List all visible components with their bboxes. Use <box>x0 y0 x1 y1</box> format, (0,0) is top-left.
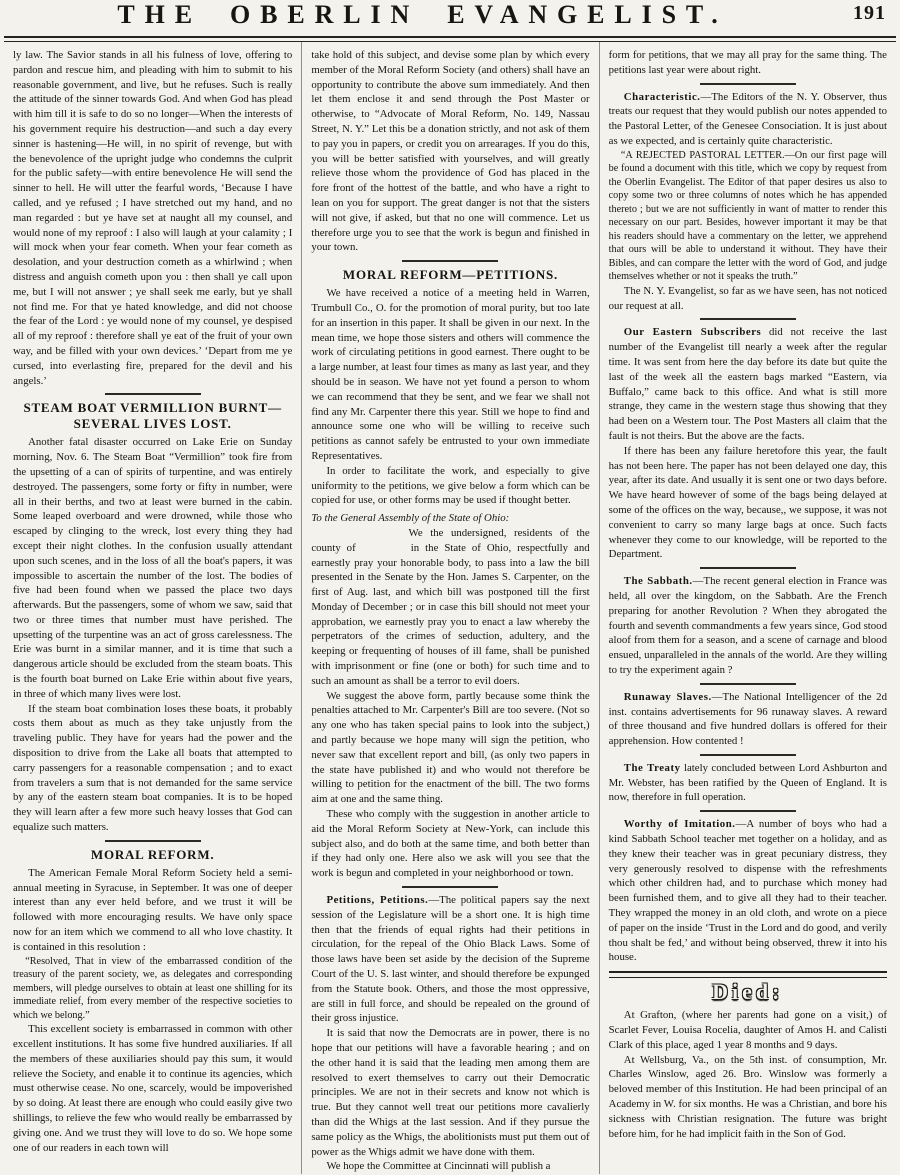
article-paragraph: We suggest the above form, partly because some think the penalties attached to Mr. Carpenter's Bill are too severe. (Not so any one who has taken special pains to look into the subject,) and partly because we hope many will sign the petition, who never saw that excellent report and bill, (as only two papers in the state have published it) and who would not therefore be willing to petition for the enactment of the bill. The two forms aim at one and the same thing. <box>311 689 590 806</box>
obituary-paragraph: At Grafton, (where her parents had gone on a visit,) of Scarlet Fever, Louisa Rocelia, daughter of Amos H. and Calisti Clark of this place, aged 1 year 8 months and 9 days. <box>608 1009 887 1051</box>
died-section-rule <box>609 971 887 978</box>
rejected-pastoral-letter-quote: “A REJECTED PASTORAL LETTER.—On our first page will be found a document with this title, which we copy by request from the Oberlin Evangelist. The Editor of that paper desires us also to copy some two or three columns of notes which he has appended thereto ; but we are not sufficiently in want of matter to render this necessary on our part. Besides, however important it may be that his readers should have a commentary on the letter, we apprehend that ours will be able to understand it without. They have their Bibles, and can compare the letter with the word of God, and judge themselves whether or not it speaks the truth.” <box>608 149 887 283</box>
article-paragraph: We have received a notice of a meeting held in Warren, Trumbull Co., O. for the promotion of moral purity, but too late for an insertion in this paper. It shall be given in our next. In the mean time, we hope those sisters and others will commence the work of circulating petitions in good earnest. There ought to be a large number, at least four times as many as last year, and they should be in season. We have not yet found a person to whom we can recommend that they be sent, and we fear we shall not find any Mr. Carpenter there this year. Still we hope to find and announce some one who will be willing to receive such petitions as cannot safely be entrusted to your own immediate Representatives. <box>311 287 590 462</box>
article-paragraph <box>609 761 887 805</box>
resolution-quote: “Resolved, That in view of the embarrassed condition of the treasury of the parent society, we, as delegates and corresponding members, will pledge ourselves to obtain at least one shilling for its immediate relief, from every member of the respective societies to which we belong.” <box>13 955 293 1021</box>
article-paragraph: take hold of this subject, and devise some plan by which every member of the Moral Reform Society (and others) shall have an opportunity to contribute the above sum immediately. And then let them enclose it and send through the Post Master or otherwise, to “Advocate of Moral Reform, No. 149, Nassau Street, N. Y.” Let this be a donation strictly, and not ask of them to pay you in papers, or credit you on arrearages. If you do this, you will be better satisfied with yourselves, and will greatly relieve those whom the providence of God has placed in the fore front of the hottest of the battle, and who have a right to lean on you for support. The great danger is not that the sisters will not give, if asked, but that no one will commence. Let us therefore urge you to see that the work is begun and finished in your town. <box>311 49 590 254</box>
section-divider <box>700 567 796 569</box>
paragraph-text: —The recent general election in France was held, all over the kingdom, on the Sabbath. Are the French preparing for another Revolution ? When they abrogated the fourth and seventh commandments a few years since, God stood aloof from them for a season, and a scene of carnage and blood ensued, unparalleled in the annals of the world. Are they willing to try the experiment again ? <box>608 575 887 676</box>
column-3 <box>599 42 896 1174</box>
article-paragraph: form for petitions, that we may all pray for the same thing. The petitions last year were about right. <box>608 49 887 76</box>
article-paragraph <box>609 574 887 678</box>
obituary-paragraph: At Wellsburg, Va., on the 5th inst. of consumption, Mr. Charles Winslow, aged 26. Bro. Winslow was formerly a beloved member of this Institution. He had been principal of an Academy in W. for six months. He was a Christian, and bore his sickness with Christian resignation. The future was bright before him, for he had implicit faith in the Son of God. <box>608 1053 887 1140</box>
died-heading: Died: <box>712 979 784 1005</box>
article-paragraph <box>609 690 887 749</box>
article-heading-moral-reform-petitions: MORAL REFORM—PETITIONS. <box>342 267 559 283</box>
article-paragraph: ly law. The Savior stands in all his fulness of love, offering to pardon and rescue him, and pleading with him to submit to his reasonable government, and live, but he refuses. Such is really the attitude of the sinner towards God. And when God has plead with him till it is safe to do so no longer—When the interests of his government require his destruction—and such a day every sinner is hastening—He will, in no spirit of revenge, but with the benevolence of the upright judge who condemns the culprit for the public safety—with entire benevolence He will send the sinner to hell. He will utter the fearful words, ‘Because I have called, and ye refused ; I have stretched out my hand, and no man regarded : but ye have set at naught all my counsel, and would none of my reproof : I also will laugh at your calamity ; I will mock when your fear cometh. When your fear cometh as desolation, and your destruction cometh as a whirlwind ; when distress and anguish cometh upon you : then shall ye call upon me, but I will not answer ; ye shall seek me early, but ye shall not find me. For that ye hated knowledge, and did not choose the fear of the Lord : ye would none of my counsel, ye despised all of my reproof : therefore shall ye eat of the fruit of your own way, and be filled with your own devices.’ ‘Depart from me ye cursed, into everlasting fire, prepared for the devil and his angels.’ <box>13 49 293 387</box>
paragraph-text: did not receive the last number of the Evangelist till nearly a week after the regular time. It was sent from here the day before its date but quite the last of the week all the eastern bags marked “Eastern, via Buffalo,” came back to this office. And what is still more strange, they came in the western stage thus showing that they had been on a Western tour. The Post Masters all claim that the fault is not theirs. But the above are the facts. <box>608 326 887 442</box>
section-divider <box>700 810 796 812</box>
article-paragraph: The N. Y. Evangelist, so far as we have seen, has not noticed our request at all. <box>608 284 887 312</box>
masthead <box>0 0 900 32</box>
article-paragraph: The American Female Moral Reform Society held a semi-annual meeting in Syracuse, in September. It was one of deeper interest than any ever held before, and we trust it will be followed with more encouraging results. We have only space now for an item which we commend to all who love chastity. It is contained in this resolution : <box>13 866 293 953</box>
article-paragraph: These who comply with the suggestion in another article to aid the Moral Reform Society at New-York, can include this subject also, and do both at the same time, and both better than if they had only one. Here also we ask will you see that the work is begun and completed in your neighborhood or town. <box>311 808 590 880</box>
article-paragraph <box>609 817 887 965</box>
run-in-heading-characteristic: Characteristic. <box>623 90 701 103</box>
run-in-heading-runaway-slaves: Runaway Slaves. <box>623 690 712 703</box>
paragraph-text: —The Editors of the N. Y. Observer, thus treats our request that they would publish our notes appended to the Pastoral Letter, of the Genesee Consociation. It is just about as we expected, and is certainly quite characteristic. <box>608 90 887 147</box>
run-in-heading-sabbath: The Sabbath. <box>623 575 693 588</box>
columns <box>4 42 896 1174</box>
article-paragraph: Another fatal disaster occurred on Lake Erie on Sunday morning, Nov. 6. The Steam Boat “Vermillion” took fire from the upsetting of a can of spirits of turpentine, and was entirely destroyed. The passengers, some forty or fifty in number, were all in their berths, and two at least were burned in the cabin. Some leaped overboard and were drowned, while those who escaped by clinging to the wreck, lost every thing they had except their night clothes. In the confusion usually attendant upon such scenes, and in the loss of all the boat's papers, it was impossible to ascertain the number of the lost. The bodies of five had been found when we passed the place two days afterwards. But the passengers, some of whom we saw, said that two or three times that number must have perished. The upsetting of the turpentine was an act of gross carelessness. The Erie was burnt in a similar manner, and it is time that such a dangerous article should be excluded from the steam boats. This is the fourth boat burned on Lake Erie within about five years, in three of which many lives were lost. <box>13 436 293 700</box>
paragraph-text: —A number of boys who had a kind Sabbath School teacher met together on a holiday, and as they knew their teacher was in great pecuniary distress, they very generously resolved to dispense with the refreshments which other children had, and to purchase which money had been furnished them, and to give all they had to their teacher. They wrapped the money in an old cloth, and wrote on a piece of paper on the inside ‘Trust in the Lord and do good, and verily thou shalt be fed,’ and without being observed, threw it into his house. <box>608 818 887 964</box>
column-1 <box>4 42 301 1174</box>
article-paragraph: This excellent society is embarrassed in common with other excellent institutions. It has some five hundred auxiliaries. If all the members of these auxiliaries should pay this sum, it would relieve the Society, and enable it to continue its agencies, which must otherwise cease. No one, scarcely, would be impoverished by so doing. At least there are enough who could easily give two shillings, to relieve the few who would really be embarrassed by giving one. And we trust they will love to do so. We hope some one of our readers in each town will <box>13 1023 293 1154</box>
article-paragraph <box>609 90 887 149</box>
section-divider <box>105 840 201 842</box>
run-in-heading-treaty: The Treaty <box>623 761 681 774</box>
masthead-title: THE OBERLIN EVANGELIST. <box>117 0 728 29</box>
section-divider <box>700 754 796 756</box>
article-paragraph: It is said that now the Democrats are in power, there is no hope that our petitions will have a favorable hearing ; and on the other hand it is said that the leading men among them are resolved to exert themselves to carry out their Democratic principles. We are not in their secrets and know not which is true. But they cannot well treat our petitions more cavalierly than did the Whigs at the last session. And if they pursue the same policy as the Whigs, the abolitionists must put them out of power as the Whigs admit we have done with them. <box>311 1027 590 1158</box>
article-paragraph: In order to facilitate the work, and especially to give uniformity to the petitions, we give below a form which can be copied for use, or other forms may be used if thought better. <box>311 464 590 507</box>
paragraph-text: —The National Intelligencer of the 2d inst. contains advertisements for 96 runaway slaves. A reward of three thousand and five hundred dollars is offered for their apprehension. How contented ! <box>608 690 887 748</box>
article-paragraph: If the steam boat combination loses these boats, it probably costs them about as much as they take unjustly from the traveling public. They have for years had the power and the disposition to drive from the Lake all boats that attempted to carry passengers for a reasonable compensation ; and to exact from travelers a sum that is not demanded for the same service by any of the eastern steam boat companies. It is to be hoped they will learn after a few more such heavy losses that God can equalize such matters. <box>13 702 293 834</box>
article-paragraph <box>311 893 589 1026</box>
article-paragraph <box>609 325 887 443</box>
section-divider <box>700 683 796 685</box>
article-paragraph: We hope the Committee at Cincinnati will publish a <box>326 1160 551 1173</box>
run-in-heading-eastern-subscribers: Our Eastern Subscribers <box>623 326 762 339</box>
petition-form-text: We the undersigned, residents of the county of in the State of Ohio, respectfully and earnestly pray your honorable body, to pass into a law the bill presented in the Senate by the Hon. James S. Carpenter, on the first of Aug. last, and which bill was postponed till the first Monday of December ; or in case this bill should not meet your approbation, we earnestly pray you to enact a law whereby the perpetrators of the crimes of seduction, adultery, and the keeping or frequenting of houses of ill fame, shall be punished with imprisonment or fine (one or both) for such time and to such an amount as shall be a terror to evil doers. <box>311 526 590 687</box>
article-paragraph: If there has been any failure heretofore this year, the fault has not been here. The paper has not been delayed one day, this year, after its date. And usually it is sent one or two days before. We have heard however of some of the bags being delayed at some of the offices on the way, because,, we suppose, it was not convenient to carry so many large bags at once. Such facts whenever they come to our knowledge, will be reported to the Department. <box>608 444 887 561</box>
section-divider <box>700 318 796 320</box>
run-in-heading-worthy-of-imitation: Worthy of Imitation. <box>623 818 736 831</box>
section-divider <box>105 393 201 395</box>
paragraph-text: —The political papers say the next session of the Legislature will be a short one. It is high time then that the friends of equal rights had their petitions in circulation, for the repeal of the Ohio Black Laws. Some of those laws have been set aside by the decision of the Supreme Court of the U. S. last winter, and should therefore be expunged from the Statute book. Others, and those the most oppressive, are still in full force, and should be repealed on the ground of their gross injustice. <box>311 894 590 1025</box>
petition-address-line: To the General Assembly of the State of Ohio: <box>311 512 510 525</box>
paragraph-text: lately concluded between Lord Ashburton and Mr. Webster, has been ratified by the Queen of England. It is now, therefore in full operation. <box>608 761 887 804</box>
run-in-heading-petitions: Petitions, Petitions. <box>326 894 429 907</box>
column-2 <box>301 42 598 1174</box>
section-divider <box>700 83 796 85</box>
article-heading-steamboat: STEAM BOAT VERMILLION BURNT—SEVERAL LIVES LOST. <box>23 400 282 432</box>
section-divider <box>402 886 498 888</box>
page-number: 191 <box>853 2 886 24</box>
article-heading-moral-reform: MORAL REFORM. <box>90 846 215 862</box>
section-divider <box>402 260 498 262</box>
